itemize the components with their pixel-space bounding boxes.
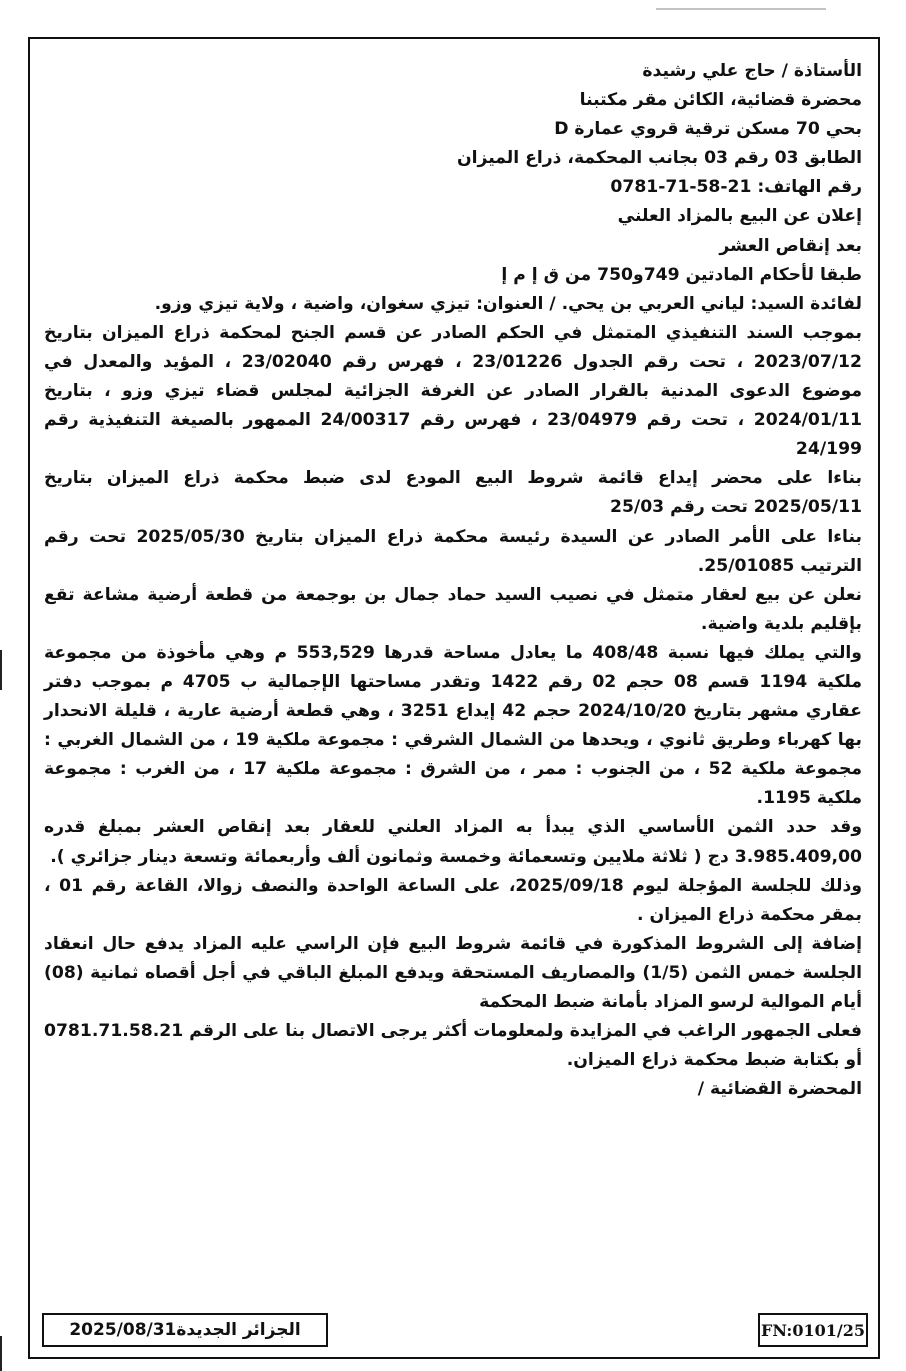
- notice-subtitle: بعد إنقاص العشر: [719, 235, 862, 256]
- sender-phone: رقم الهاتف: 21-58-71-0781: [610, 177, 862, 198]
- newspaper-date-box: الجزائر الجديدة2025/08/31: [42, 1313, 328, 1347]
- sender-title: محضرة قضائية، الكائن مقر مكتبنا: [579, 90, 862, 111]
- session-paragraph: وذلك للجلسة المؤجلة ليوم 2025/09/18، على الساعة الواحدة والنصف زوالا، القاعة رقم 01 ، بمقر محكمة ذراع الميزان .: [44, 875, 863, 925]
- sender-address-line1: بحي 70 مسكن ترقية قروي عمارة D: [554, 119, 862, 140]
- base-price-paragraph: وقد حدد الثمن الأساسي الذي يبدأ به المزاد العلني للعقار بعد إنقاص العشر بمبلغ قدره 3.985.409,00 دج ( ثلاثة ملايين وتسعمائة وخمسة وثمانون ألف وأربعمائة وتسعة دينار جزائري ).: [44, 817, 862, 867]
- sale-announcement-paragraph: نعلن عن بيع لعقار متمثل في نصيب السيد حماد جمال بن بوجمعة من قطعة أرضية مشاعة تقع بإقليم بلدية واضية.: [44, 584, 862, 634]
- sender-name: الأستاذة / حاج علي رشيدة: [642, 61, 862, 81]
- sender-address-line2: الطابق 03 رقم 03 بجانب المحكمة، ذراع الميزان: [456, 148, 862, 169]
- notice-body: [44, 57, 862, 1104]
- notice-title: إعلان عن البيع بالمزاد العلني: [617, 206, 862, 227]
- top-edge-fragment: [656, 0, 826, 10]
- beneficiary-paragraph: لفائدة السيد: لياني العربي بن يحي. / العنوان: تيزي سغوان، واضية ، ولاية تيزي وزو.: [154, 293, 862, 314]
- order-paragraph: بناءا على الأمر الصادر عن السيدة رئيسة محكمة ذراع الميزان بتاريخ 2025/05/30 تحت رقم الترتيب 25/01085.: [44, 526, 862, 576]
- margin-mark: [0, 1336, 2, 1371]
- payment-terms-paragraph: إضافة إلى الشروط المذكورة في قائمة شروط البيع فإن الراسي عليه المزاد يدفع حال انعقاد الجلسة خمس الثمن (1/5) والمصاريف المستحقة ويدفع المبلغ الباقي في أجل أقصاه ثمانية (08) أيام الموالية لرسو المزاد بأمانة ضبط المحكمة: [44, 933, 862, 1012]
- deposit-paragraph: بناءا على محضر إيداع قائمة شروط البيع المودع لدى ضبط محكمة ذراع الميزان بتاريخ 2025/05/11 تحت رقم 25/03: [44, 468, 862, 518]
- contact-paragraph: فعلى الجمهور الراغب في المزايدة ولمعلومات أكثر يرجى الاتصال بنا على الرقم 0781.71.58.21 أو بكتابة ضبط محكمة ذراع الميزان.: [44, 1021, 862, 1071]
- signature-line: المحضرة القضائية /: [697, 1079, 862, 1100]
- property-description-paragraph: والتي يملك فيها نسبة 408/48 ما يعادل مساحة قدرها 553,529 م وهي مأخوذة من مجموعة ملكية 1194 قسم 08 حجم 02 رقم 1422 وتقدر مساحتها الإجمالية ب 4705 م بموجب دفتر عقاري مشهر بتاريخ 2024/10/20 حجم 42 إيداع 3251 ، وهي قطعة أرضية عارية ، قليلة الانحدار بها كهرباء وطريق ثانوي ، ويحدها من الشمال الشرقي : مجموعة ملكية 19 ، من الشمال الغربي : مجموعة ملكية 52 ، من الجنوب : ممر ، من الشرق : مجموعة ملكية 17 ، من الغرب : مجموعة ملكية 1195.: [44, 642, 862, 809]
- file-number-box: FN:0101/25: [758, 1313, 868, 1347]
- margin-mark: [0, 650, 2, 690]
- enforcement-title-paragraph: بموجب السند التنفيذي المتمثل في الحكم الصادر عن قسم الجنح لمحكمة ذراع الميزان بتاريخ 2023/07/12 ، تحت رقم الجدول 23/01226 ، فهرس رقم 23/02040 ، المؤيد والمعدل في موضوع الدعوى المدنية بالقرار الصادر عن الغرفة الجزائية لمجلس قضاء تيزي وزو ، بتاريخ 2024/01/11 ، تحت رقم 23/04979 ، فهرس رقم 24/00317 الممهور بالصيغة التنفيذية رقم 24/199: [44, 322, 862, 460]
- notice-frame: [28, 37, 880, 1359]
- legal-basis: طبقا لأحكام المادتين 749و750 من ق إ م إ: [501, 264, 862, 285]
